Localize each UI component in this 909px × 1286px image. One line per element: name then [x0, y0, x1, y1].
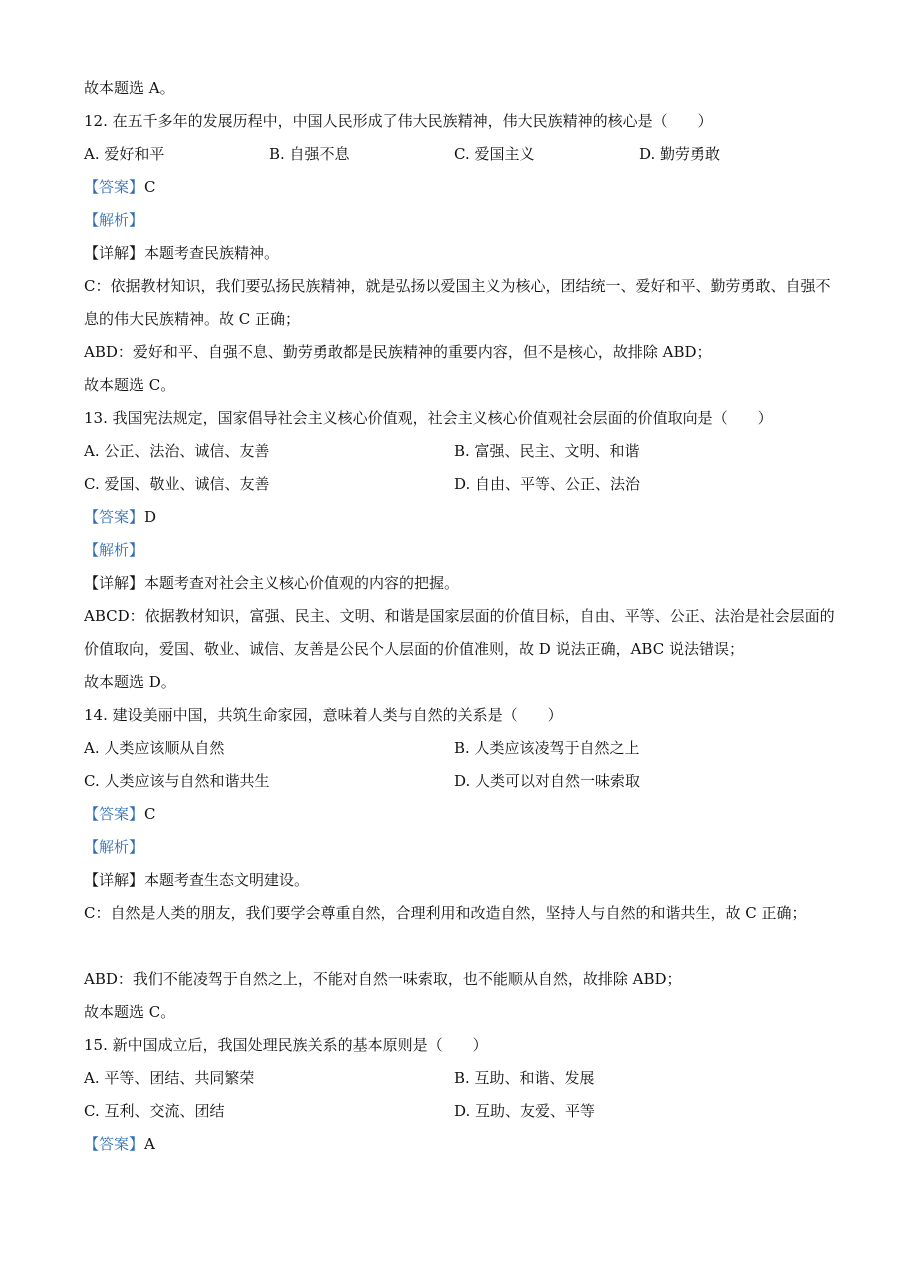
q12-detail — [84, 237, 844, 270]
answer-value: A — [144, 1135, 155, 1153]
answer-tag: 【答案】 — [84, 508, 145, 526]
q14-abd-explanation: ABD：我们不能凌驾于自然之上，不能对自然一味索取，也不能顺从自然，故排除 ABD； — [84, 970, 682, 988]
q14-conclusion: 故本题选 C。 — [84, 1003, 176, 1021]
q14-answer — [84, 798, 844, 831]
q15-option-d: D. 互助、友爱、平等 — [454, 1102, 596, 1120]
detail-tag: 【详解】 — [84, 244, 145, 262]
q12-abd-explanation: ABD：爱好和平、自强不息、勤劳勇敢都是民族精神的重要内容，但不是核心，故排除 ABD； — [84, 343, 712, 361]
q13-option-b: B. 富强、民主、文明、和谐 — [454, 442, 640, 460]
q14-detail — [84, 864, 844, 897]
q12-option-c: C. 爱国主义 — [454, 145, 535, 163]
q12-option-b: B. 自强不息 — [269, 145, 350, 163]
q13-detail — [84, 567, 844, 600]
q13-stem: 13. 我国宪法规定，国家倡导社会主义核心价值观，社会主义核心价值观社会层面的价值取向是（ ） — [84, 409, 773, 427]
q12-option-d: D. 勤劳勇敢 — [639, 145, 721, 163]
q15-options-row1 — [84, 1062, 844, 1095]
q12-conclusion: 故本题选 C。 — [84, 376, 176, 394]
q13-conclusion: 故本题选 D。 — [84, 673, 176, 691]
answer-value: D — [144, 508, 157, 526]
detail-tag: 【详解】 — [84, 871, 145, 889]
answer-tag: 【答案】 — [84, 805, 145, 823]
detail-text: 本题考查对社会主义核心价值观的内容的把握。 — [144, 574, 460, 592]
q13-analysis-tag: 【解析】 — [84, 541, 145, 559]
q12-stem: 12. 在五千多年的发展历程中，中国人民形成了伟大民族精神，伟大民族精神的核心是（ ） — [84, 112, 713, 130]
q12-options — [84, 138, 844, 171]
answer-value: C — [144, 178, 156, 196]
prev-conclusion: 故本题选 A。 — [84, 79, 175, 97]
q14-c-explanation: C：自然是人类的朋友，我们要学会尊重自然，合理利用和改造自然，坚持人与自然的和谐共生，故 C 正确； — [84, 904, 807, 922]
q15-option-b: B. 互助、和谐、发展 — [454, 1069, 595, 1087]
q14-option-c: C. 人类应该与自然和谐共生 — [84, 772, 270, 790]
q14-option-d: D. 人类可以对自然一味索取 — [454, 772, 641, 790]
q13-abcd-explanation: ABCD：依据教材知识，富强、民主、文明、和谐是国家层面的价值目标，自由、平等、公正、法治是社会层面的价值取向，爱国、敬业、诚信、友善是公民个人层面的价值准则，故 D 说法正确，ABC 说法错误； — [84, 607, 835, 658]
q14-option-a: A. 人类应该顺从自然 — [84, 739, 225, 757]
document-page — [84, 72, 844, 1161]
q15-stem: 15. 新中国成立后，我国处理民族关系的基本原则是（ ） — [84, 1036, 488, 1054]
q15-option-a: A. 平等、团结、共同繁荣 — [84, 1069, 255, 1087]
q12-answer — [84, 171, 844, 204]
q12-analysis-tag: 【解析】 — [84, 211, 145, 229]
q14-analysis-tag: 【解析】 — [84, 838, 145, 856]
q14-stem: 14. 建设美丽中国，共筑生命家园，意味着人类与自然的关系是（ ） — [84, 706, 563, 724]
q13-option-d: D. 自由、平等、公正、法治 — [454, 475, 641, 493]
q12-option-a: A. 爱好和平 — [84, 145, 165, 163]
q14-options-row1 — [84, 732, 844, 765]
detail-text: 本题考查民族精神。 — [144, 244, 280, 262]
detail-tag: 【详解】 — [84, 574, 145, 592]
q13-options-row1 — [84, 435, 844, 468]
answer-tag: 【答案】 — [84, 178, 145, 196]
answer-tag: 【答案】 — [84, 1135, 145, 1153]
q14-option-b: B. 人类应该凌驾于自然之上 — [454, 739, 640, 757]
q12-c-explanation: C：依据教材知识，我们要弘扬民族精神，就是弘扬以爱国主义为核心，团结统一、爱好和平、勤劳勇敢、自强不息的伟大民族精神。故 C 正确； — [84, 277, 831, 328]
q13-options-row2 — [84, 468, 844, 501]
q13-option-a: A. 公正、法治、诚信、友善 — [84, 442, 270, 460]
q14-options-row2 — [84, 765, 844, 798]
q13-option-c: C. 爱国、敬业、诚信、友善 — [84, 475, 270, 493]
answer-value: C — [144, 805, 156, 823]
q15-answer — [84, 1128, 844, 1161]
q15-option-c: C. 互利、交流、团结 — [84, 1102, 225, 1120]
q13-answer — [84, 501, 844, 534]
q15-options-row2 — [84, 1095, 844, 1128]
detail-text: 本题考查生态文明建设。 — [144, 871, 310, 889]
